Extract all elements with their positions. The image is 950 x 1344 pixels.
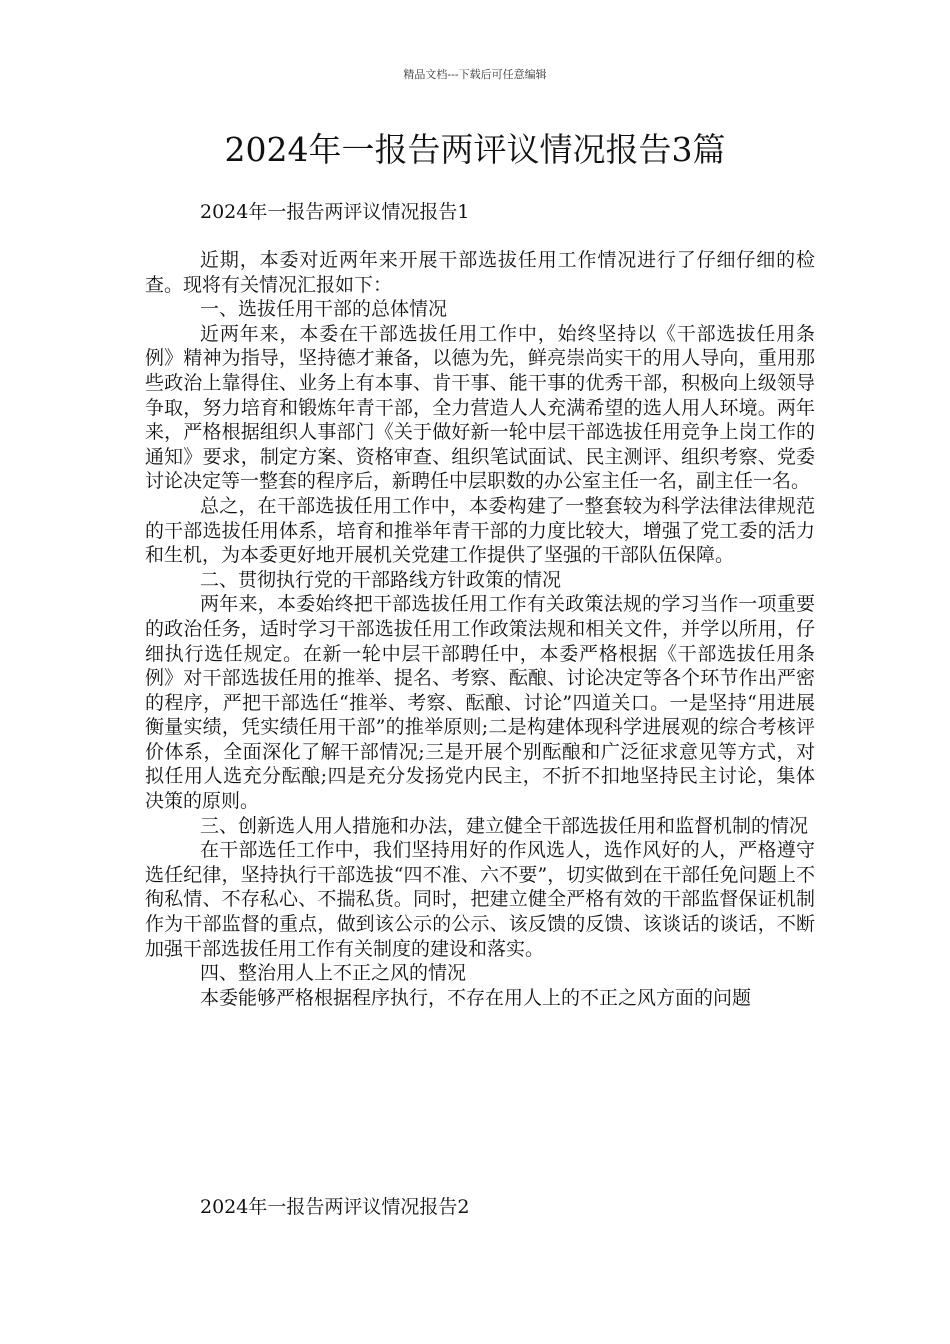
report-body [145,248,815,1010]
section-1-heading: 一、选拔任用干部的总体情况 [200,298,448,321]
report-2-heading: 2024年一报告两评议情况报告2 [200,1196,470,1218]
report-1-heading: 2024年一报告两评议情况报告1 [200,201,470,223]
section-3-paragraph: 在干部选任工作中，我们坚持用好的作风选人，选作风好的人，严格遵守选任纪律，坚持执行干部选拔“四不准、六不要”，切实做到在干部任免问题上不徇私情、不存私心、不揣私货。同时，把建立健全严格有效的干部监督保证机制作为干部监督的重点，做到该公示的公示、该反馈的反馈、该谈话的谈话，不断加强干部选拔任用工作有关制度的建设和落实。 [145,839,815,960]
header-note: 精品文档---下载后可任意编辑 [403,68,547,81]
section-3-heading: 三、创新选人用人措施和办法，建立健全干部选拔任用和监督机制的情况 [200,814,809,837]
intro-paragraph: 近期，本委对近两年来开展干部选拔任用工作情况进行了仔细仔细的检查。现将有关情况汇报如下： [145,249,815,296]
section-4-paragraph: 本委能够严格根据程序执行，不存在用人上的不正之风方面的问题 [200,986,752,1009]
document-title: 2024年一报告两评议情况报告3篇 [224,130,726,169]
summary-paragraph: 总之，在干部选拔任用工作中，本委构建了一整套较为科学法律法律规范的干部选拔任用体系，培育和推举年青干部的力度比较大，增强了党工委的活力和生机，为本委更好地开展机关党建工作提供了坚强的干部队伍保障。 [145,494,815,567]
section-2-paragraph: 两年来，本委始终把干部选拔任用工作有关政策法规的学习当作一项重要的政治任务，适时学习干部选拔任用工作政策法规和相关文件，并学以所用，仔细执行选任规定。在新一轮中层干部聘任中，本委严格根据《干部选拔任用条例》对干部选拔任用的推举、提名、考察、酝酿、讨论决定等各个环节作出严密的程序，严把干部选任“推举、考察、酝酿、讨论”四道关口。一是坚持“用进展衡量实绩，凭实绩任用干部”的推举原则;二是构建体现科学进展观的综合考核评价体系，全面深化了解干部情况;三是开展个别酝酿和广泛征求意见等方式，对拟任用人选充分酝酿;四是充分发扬党内民主，不折不扣地坚持民主讨论，集体决策的原则。 [145,593,815,813]
section-1-paragraph: 近两年来，本委在干部选拔任用工作中，始终坚持以《干部选拔任用条例》精神为指导，坚持德才兼备，以德为先，鲜亮崇尚实干的用人导向，重用那些政治上靠得住、业务上有本事、肯干事、能干事的优秀干部，积极向上级领导争取，努力培育和锻炼年青干部，全力营造人人充满希望的选人用人环境。两年来，严格根据组织人事部门《关于做好新一轮中层干部选拔任用竞争上岗工作的通知》要求，制定方案、资格审查、组织笔试面试、民主测评、组织考察、党委讨论决定等一整套的程序后，新聘任中层职数的办公室主任一名，副主任一名。 [145,322,815,493]
section-2-heading: 二、贯彻执行党的干部路线方针政策的情况 [200,568,562,591]
section-4-heading: 四、整治用人上不正之风的情况 [200,962,467,985]
